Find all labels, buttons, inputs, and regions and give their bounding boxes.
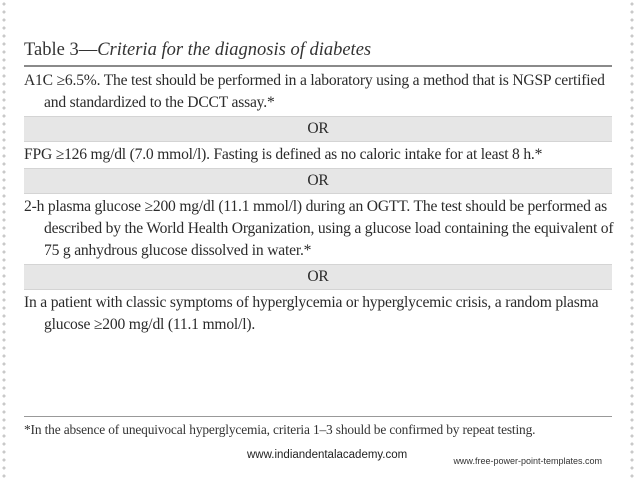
- table-footnote: *In the absence of unequivocal hyperglycemia, criteria 1–3 should be confirmed by repeat testing.: [24, 422, 536, 437]
- criterion-3-line-2: described by the World Health Organization, using a glucose load containing the equivalent of: [44, 220, 614, 237]
- criterion-3-line-3: 75 g anhydrous glucose dissolved in water.*: [44, 242, 312, 259]
- table-top-rule: [24, 65, 612, 67]
- table-title-main: Criteria for the diagnosis of diabetes: [97, 40, 372, 60]
- criterion-4: [24, 290, 612, 338]
- criteria-table: [24, 68, 612, 338]
- or-separator-2: OR: [24, 168, 612, 194]
- criterion-2: [24, 142, 612, 168]
- slide: [14, 10, 624, 472]
- credit-right-link[interactable]: www.free-power-point-templates.com: [453, 456, 602, 466]
- criterion-3: [24, 194, 612, 264]
- or-separator-3: OR: [24, 264, 612, 290]
- criterion-1-line-2: and standardized to the DCCT assay.*: [44, 94, 275, 111]
- criterion-1: [24, 68, 612, 116]
- criterion-4-line-1: In a patient with classic symptoms of hyperglycemia or hyperglycemic crisis, a random plasma: [24, 294, 599, 311]
- dotted-border-left: [0, 0, 10, 479]
- table-bottom-rule: [24, 416, 612, 417]
- criterion-1-line-1: A1C ≥6.5%. The test should be performed in a laboratory using a method that is NGSP certified: [24, 72, 605, 89]
- table-title-prefix: Table 3—: [24, 40, 98, 60]
- criterion-2-line-1: FPG ≥126 mg/dl (7.0 mmol/l). Fasting is defined as no caloric intake for at least 8 h.*: [24, 146, 543, 163]
- or-separator-1: OR: [24, 116, 612, 142]
- criterion-4-line-2: glucose ≥200 mg/dl (11.1 mmol/l).: [44, 316, 256, 333]
- criterion-3-line-1: 2-h plasma glucose ≥200 mg/dl (11.1 mmol/l) during an OGTT. The test should be performed as: [24, 198, 607, 215]
- table-title: [24, 40, 371, 61]
- credit-center-link[interactable]: www.indiandentalacademy.com: [247, 449, 408, 461]
- dotted-border-right: [628, 0, 638, 479]
